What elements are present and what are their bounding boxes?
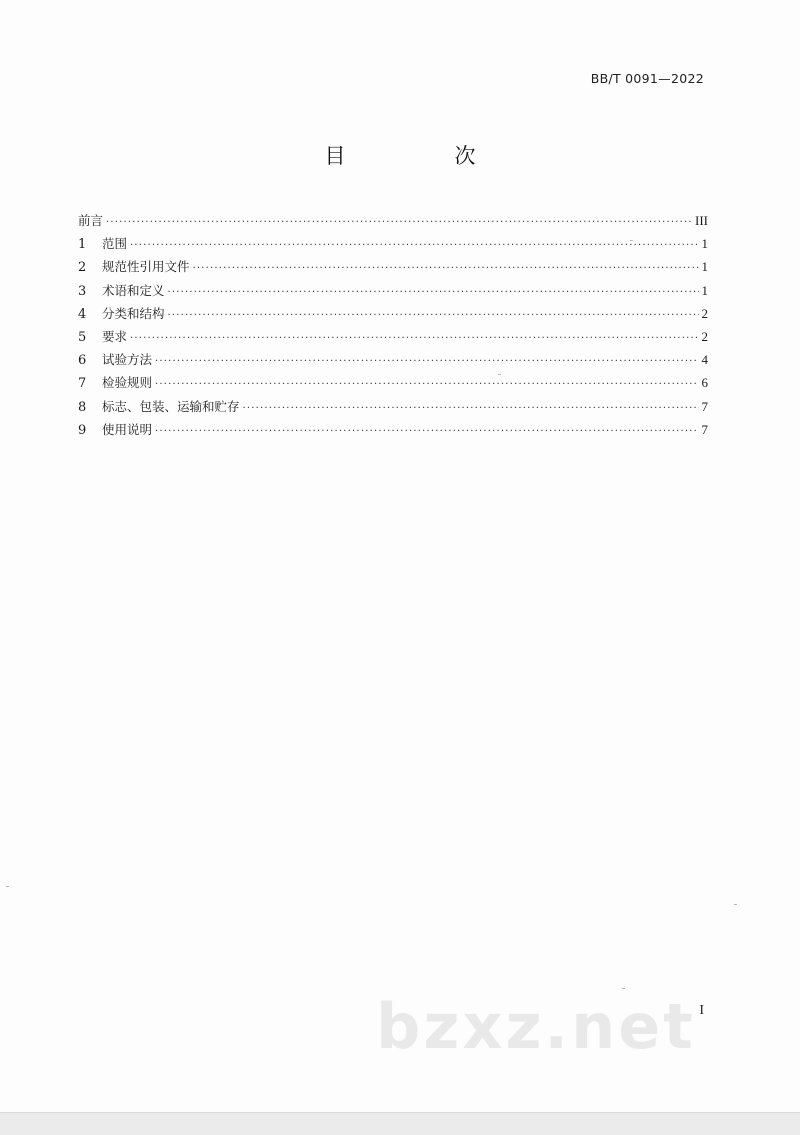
table-of-contents <box>78 209 708 441</box>
toc-entry-number: 8 <box>78 399 87 415</box>
toc-entry-label: 术语和定义 <box>102 282 165 298</box>
toc-entry-number: 6 <box>78 353 87 369</box>
scan-speck <box>6 886 9 887</box>
toc-entry-number: 2 <box>78 260 87 276</box>
toc-entry-7[interactable] <box>78 371 708 394</box>
toc-leader-dots <box>130 234 698 257</box>
toc-entry-page: 2 <box>701 328 708 344</box>
toc-entry-page: 2 <box>701 305 708 321</box>
toc-entry-page: 4 <box>701 352 708 368</box>
toc-leader-dots <box>106 211 692 234</box>
toc-entry-label: 标志、包装、运输和贮存 <box>102 398 240 414</box>
scan-speck <box>498 374 501 375</box>
toc-entry-label: 使用说明 <box>102 421 153 437</box>
toc-entry-number: 1 <box>78 237 87 253</box>
toc-leader-dots <box>155 420 698 443</box>
toc-entry-label: 规范性引用文件 <box>102 259 190 275</box>
toc-entry-page: 6 <box>701 375 708 391</box>
toc-entry-number: 7 <box>78 376 87 392</box>
toc-entry-label: 前言 <box>78 213 104 228</box>
toc-entry-number: 4 <box>78 306 87 322</box>
viewer-bottom-edge <box>0 1112 800 1135</box>
toc-entry-page: 1 <box>701 236 708 252</box>
toc-leader-dots <box>168 281 699 304</box>
toc-leader-dots <box>155 373 698 396</box>
toc-leader-dots <box>193 257 699 280</box>
toc-entry-6[interactable] <box>78 348 708 371</box>
toc-title: 目 次 <box>324 144 520 168</box>
toc-entry-4[interactable] <box>78 302 708 325</box>
toc-entry-page: 7 <box>701 421 708 437</box>
toc-entry-page: III <box>695 213 708 228</box>
toc-entry-page: 1 <box>701 282 708 298</box>
toc-entry-label: 要求 <box>102 328 128 344</box>
toc-entry-label: 试验方法 <box>102 352 153 368</box>
toc-entry-label: 检验规则 <box>102 375 153 391</box>
page-number: I <box>699 1003 704 1018</box>
toc-entry-8[interactable] <box>78 395 708 418</box>
toc-leader-dots <box>243 397 699 420</box>
toc-entry-1[interactable] <box>78 232 708 255</box>
toc-entry-3[interactable] <box>78 279 708 302</box>
toc-entry-number: 9 <box>78 422 87 438</box>
toc-leader-dots <box>168 304 699 327</box>
toc-entry-page: 7 <box>701 398 708 414</box>
toc-entry-number: 3 <box>78 283 87 299</box>
toc-entry-2[interactable] <box>78 255 708 278</box>
toc-entry-9[interactable] <box>78 418 708 441</box>
standard-code: BB/T 0091—2022 <box>590 71 704 86</box>
scan-speck <box>622 988 625 989</box>
toc-leader-dots <box>155 350 698 373</box>
toc-entry-number: 5 <box>78 329 87 345</box>
scan-speck <box>734 904 737 905</box>
toc-entry-label: 范围 <box>102 236 128 252</box>
watermark-logo: bzxz.net <box>376 990 696 1063</box>
toc-entry-5[interactable] <box>78 325 708 348</box>
toc-entry-page: 1 <box>701 259 708 275</box>
toc-entry-label: 分类和结构 <box>102 305 165 321</box>
toc-entry-foreword[interactable] <box>78 209 708 232</box>
scan-speck <box>630 240 633 241</box>
toc-leader-dots <box>130 327 698 350</box>
